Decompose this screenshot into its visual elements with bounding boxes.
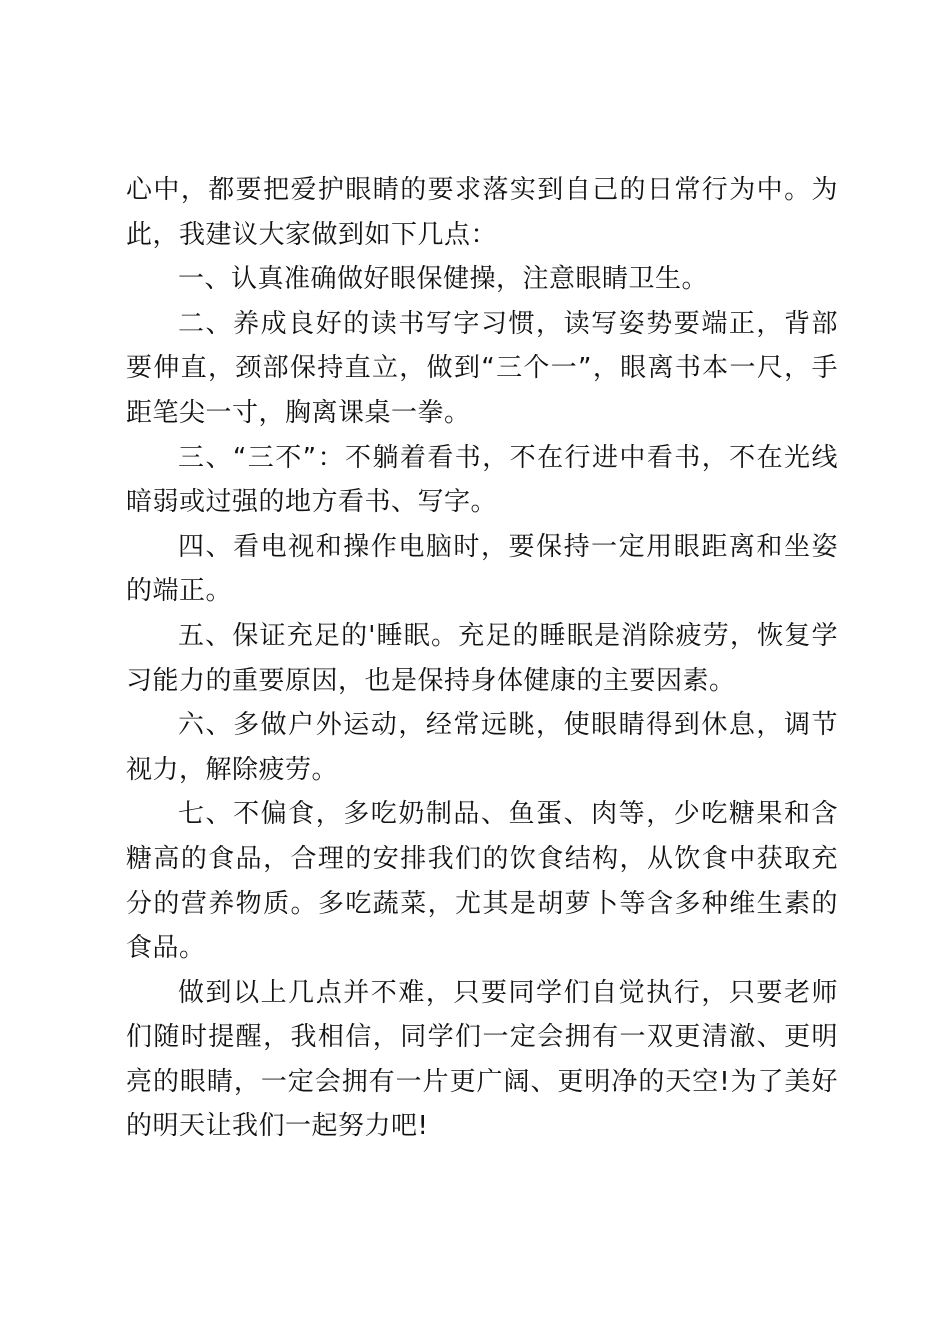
paragraph-continuation: 心中，都要把爱护眼睛的要求落实到自己的日常行为中。为此，我建议大家做到如下几点：	[126, 175, 838, 250]
paragraph-item-1: 一、认真准确做好眼保健操，注意眼睛卫生。	[178, 264, 709, 295]
paragraph-item-2: 二、养成良好的读书写字习惯，读写姿势要端正，背部要伸直，颈部保持直立，做到“三个一”，眼离书本一尺，手距笔尖一寸，胸离课桌一拳。	[126, 308, 838, 428]
paragraph-item-4: 四、看电视和操作电脑时，要保持一定用眼距离和坐姿的端正。	[126, 531, 838, 607]
document-body	[126, 168, 838, 1149]
paragraph-conclusion: 做到以上几点并不难，只要同学们自觉执行，只要老师们随时提醒，我相信，同学们一定会拥有一双更清澈、更明亮的眼睛，一定会拥有一片更广阔、更明净的天空!为了美好的明天让我们一起努力吧!	[126, 977, 838, 1142]
paragraph-item-6: 六、多做户外运动，经常远眺，使眼睛得到休息，调节视力，解除疲劳。	[126, 710, 838, 785]
paragraph-item-7: 七、不偏食，多吃奶制品、鱼蛋、肉等，少吃糖果和含糖高的食品，合理的安排我们的饮食结构，从饮食中获取充分的营养物质。多吃蔬菜，尤其是胡萝卜等含多种维生素的食品。	[126, 799, 838, 964]
paragraph-item-3: 三、“三不”：不躺着看书，不在行进中看书，不在光线暗弱或过强的地方看书、写字。	[126, 442, 838, 518]
paragraph-item-5: 五、保证充足的'睡眠。充足的睡眠是消除疲劳，恢复学习能力的重要原因，也是保持身体健康的主要因素。	[126, 620, 838, 696]
